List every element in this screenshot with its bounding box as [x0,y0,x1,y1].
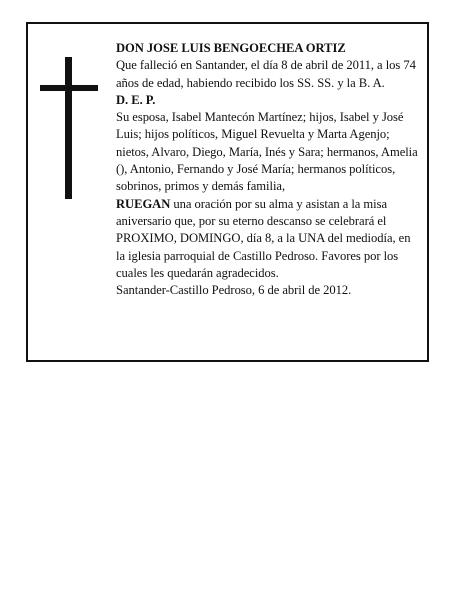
cross-horizontal-bar [40,85,98,91]
obituary-text [116,40,422,299]
death-details: Que falleció en Santander, el día 8 de abril de 2011, a los 74 años de edad, habiendo recibido los SS. SS. y la B. A. [116,58,416,90]
ruegan-label: RUEGAN [116,196,171,211]
request-paragraph [116,196,422,282]
cross-icon [40,57,98,199]
cross-vertical-bar [65,57,72,199]
obituary-notice [26,22,429,362]
mass-request: una oración por su alma y asistan a la misa aniversario que, por su eterno descanso se celebrará el PROXIMO, DOMINGO, día 8, a la UNA del mediodía, en la iglesia parroquial de Castillo Pedroso. Favores por los cuales les quedarán agradecidos. [116,196,411,280]
dep-line: D. E. P. [116,92,156,107]
place-date: Santander-Castillo Pedroso, 6 de abril de 2012. [116,283,352,298]
family-list: Su esposa, Isabel Mantecón Martínez; hijos, Isabel y José Luis; hijos políticos, Miguel Revuelta y Marta Agenjo; nietos, Alvaro, Diego, María, Inés y Sara; hermanos, Amelia (), Antonio, Fernando y José María; hermanos políticos, sobrinos, primos y demás familia, [116,110,418,194]
deceased-name: DON JOSE LUIS BENGOECHEA ORTIZ [116,41,346,55]
